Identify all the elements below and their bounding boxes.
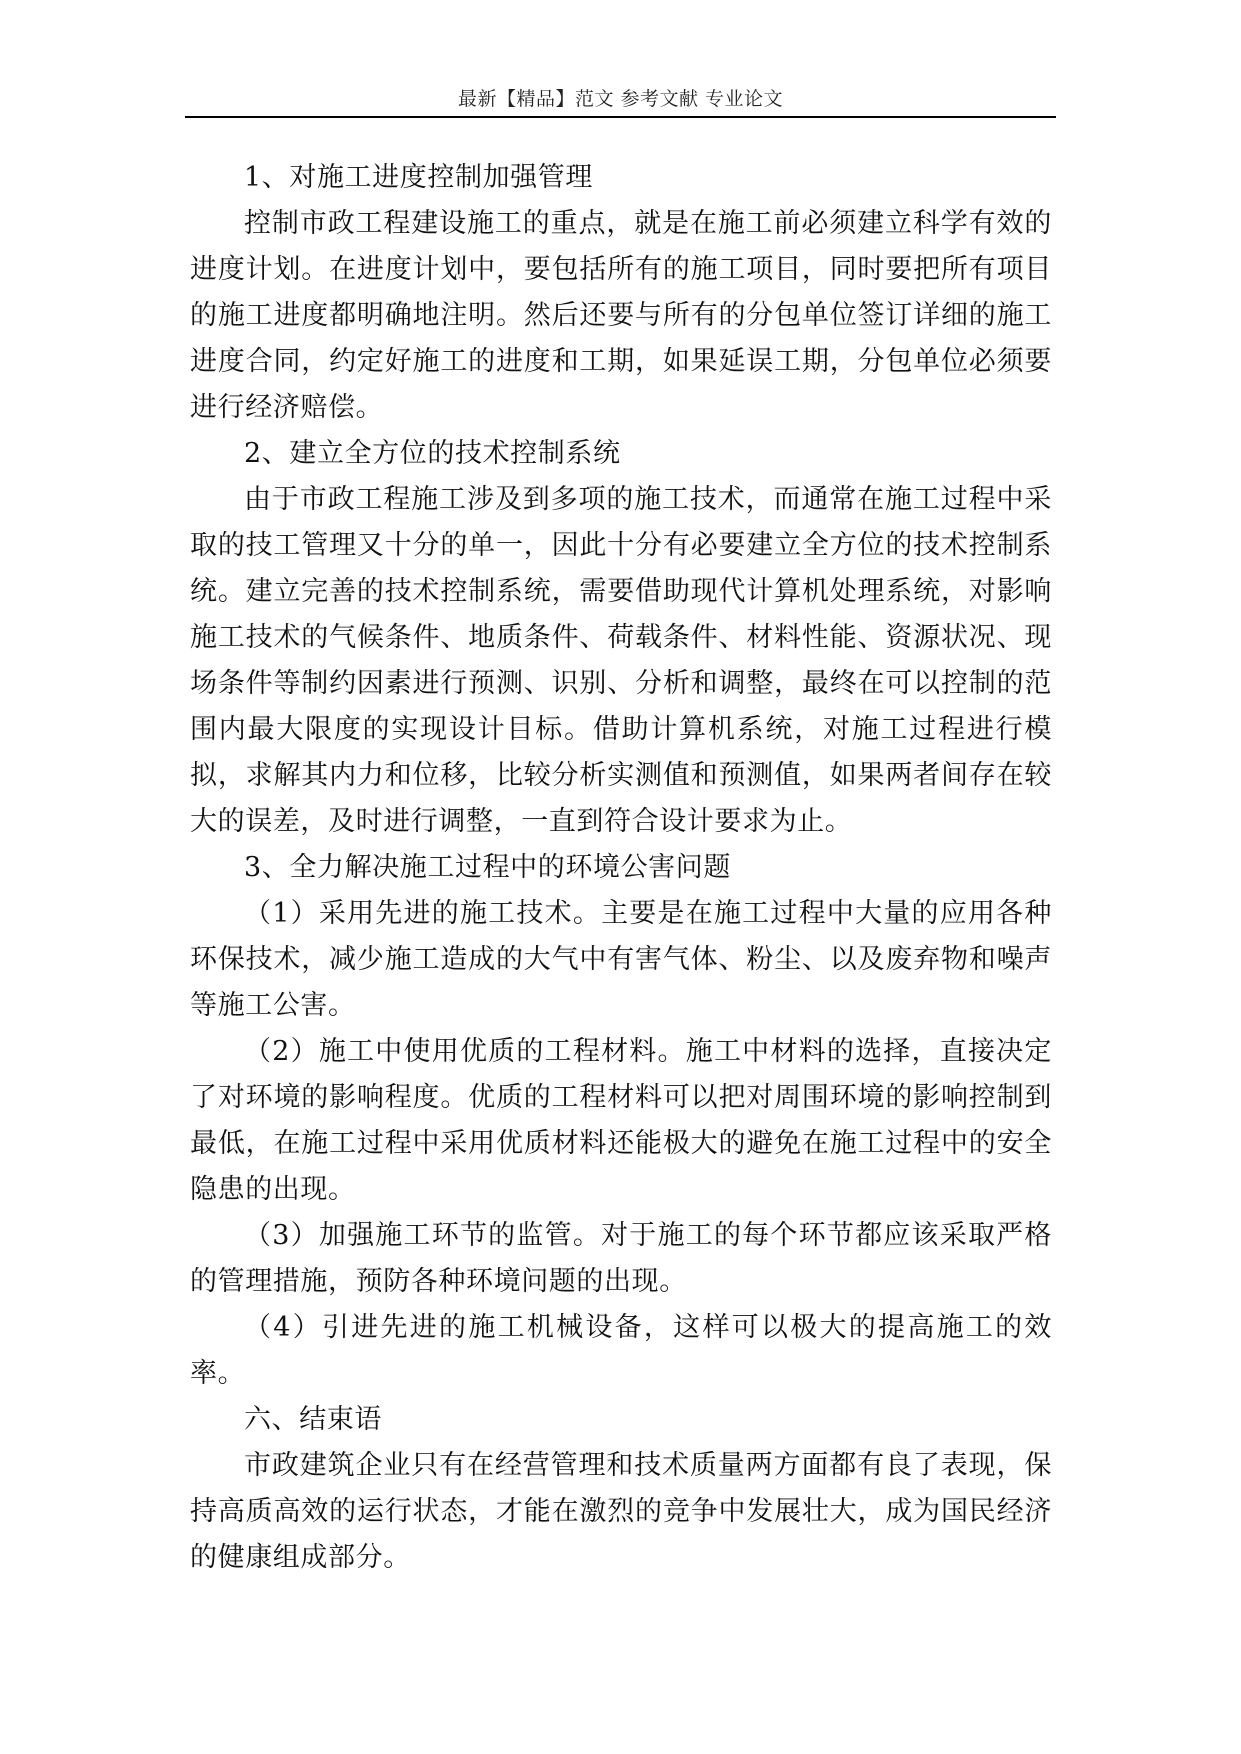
section-heading-technical-control: 2、建立全方位的技术控制系统 bbox=[244, 438, 621, 469]
paragraph-supervision: （3）加强施工环节的监管。对于施工的每个环节都应该采取严格的管理措施，预防各种环境问题的出现。 bbox=[190, 1220, 1052, 1297]
header-divider bbox=[185, 116, 1056, 118]
section-heading-progress-control: 1、对施工进度控制加强管理 bbox=[244, 162, 593, 193]
paragraph-quality-materials: （2）施工中使用优质的工程材料。施工中材料的选择，直接决定了对环境的影响程度。优质的工程材料可以把对周围环境的影响控制到最低，在施工过程中采用优质材料还能极大的避免在施工过程中的安全隐患的出现。 bbox=[190, 1036, 1052, 1205]
document-body bbox=[190, 155, 1052, 1581]
section-heading-conclusion: 六、结束语 bbox=[244, 1404, 382, 1435]
paragraph-technical-control: 由于市政工程施工涉及到多项的施工技术，而通常在施工过程中采取的技工管理又十分的单一，因此十分有必要建立全方位的技术控制系统。建立完善的技术控制系统，需要借助现代计算机处理系统，对影响施工技术的气候条件、地质条件、荷载条件、材料性能、资源状况、现场条件等制约因素进行预测、识别、分析和调整，最终在可以控制的范围内最大限度的实现设计目标。借助计算机系统，对施工过程进行模拟，求解其内力和位移，比较分析实测值和预测值，如果两者间存在较大的误差，及时进行调整，一直到符合设计要求为止。 bbox=[190, 484, 1052, 837]
paragraph-advanced-technology: （1）采用先进的施工技术。主要是在施工过程中大量的应用各种环保技术，减少施工造成的大气中有害气体、粉尘、以及废弃物和噪声等施工公害。 bbox=[190, 898, 1052, 1021]
paragraph-progress-plan: 控制市政工程建设施工的重点，就是在施工前必须建立科学有效的进度计划。在进度计划中，要包括所有的施工项目，同时要把所有项目的施工进度都明确地注明。然后还要与所有的分包单位签订详细的施工进度合同，约定好施工的进度和工期，如果延误工期，分包单位必须要进行经济赔偿。 bbox=[190, 208, 1052, 423]
page-header: 最新【精品】范文 参考文献 专业论文 bbox=[457, 88, 784, 110]
paragraph-conclusion: 市政建筑企业只有在经营管理和技术质量两方面都有良了表现，保持高质高效的运行状态，才能在激烈的竞争中发展壮大，成为国民经济的健康组成部分。 bbox=[190, 1450, 1052, 1573]
paragraph-machinery: （4）引进先进的施工机械设备，这样可以极大的提高施工的效率。 bbox=[190, 1312, 1052, 1389]
section-heading-environment: 3、全力解决施工过程中的环境公害问题 bbox=[244, 852, 731, 883]
